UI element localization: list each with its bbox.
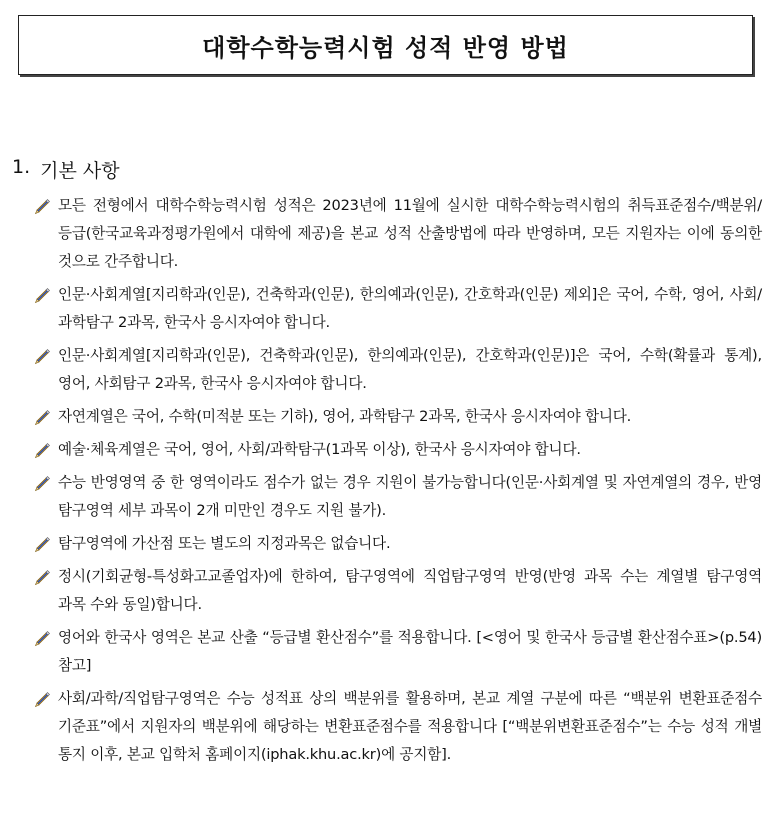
page-title: 대학수학능력시험 성적 반영 방법: [202, 33, 569, 62]
pencil-icon: [34, 624, 58, 652]
list-item: [34, 192, 762, 276]
pencil-icon: [34, 530, 58, 558]
list-item: [34, 403, 762, 431]
bullet-text: 자연계열은 국어, 수학(미적분 또는 기하), 영어, 과학탐구 2과목, 한국사 응시자여야 합니다.: [58, 408, 632, 425]
bullet-text: 탐구영역에 가산점 또는 별도의 지정과목은 없습니다.: [58, 535, 391, 552]
section-heading: [12, 156, 120, 183]
bullet-text: 수능 반영영역 중 한 영역이라도 점수가 없는 경우 지원이 불가능합니다(인문·사회계열 및 자연계열의 경우, 반영 탐구영역 세부 과목이 2개 미만인 경우도 지원 불가).: [58, 474, 762, 519]
pencil-icon: [34, 281, 58, 309]
pencil-icon: [34, 685, 58, 713]
list-item: [34, 281, 762, 337]
list-item: [34, 685, 762, 769]
bullet-text: 인문·사회계열[지리학과(인문), 건축학과(인문), 한의예과(인문), 간호학과(인문) 제외]은 국어, 수학, 영어, 사회/과학탐구 2과목, 한국사 응시자여야 합니다.: [58, 286, 762, 331]
bullet-list: [34, 192, 762, 774]
list-item: [34, 469, 762, 525]
bullet-text: 정시(기회균형-특성화고교졸업자)에 한하여, 탐구영역에 직업탐구영역 반영(반영 과목 수는 계열별 탐구영역 과목 수와 동일)합니다.: [58, 568, 762, 613]
list-item: [34, 436, 762, 464]
section-number: 1.: [12, 156, 31, 178]
list-item: [34, 624, 762, 680]
title-box: [18, 15, 753, 75]
pencil-icon: [34, 403, 58, 431]
bullet-text: 인문·사회계열[지리학과(인문), 건축학과(인문), 한의예과(인문), 간호학과(인문)]은 국어, 수학(확률과 통계), 영어, 사회탐구 2과목, 한국사 응시자여야 합니다.: [58, 347, 762, 392]
bullet-text: 사회/과학/직업탐구영역은 수능 성적표 상의 백분위를 활용하며, 본교 계열 구분에 따른 “백분위 변환표준점수 기준표”에서 지원자의 백분위에 해당하는 변환표준점수를 적용합니다 [“백분위변환표준점수”는 수능 성적 개별 통지 이후, 본교 입학처 홈페이지(iphak.khu.ac.kr)에 공지함].: [58, 690, 762, 763]
pencil-icon: [34, 563, 58, 591]
pencil-icon: [34, 342, 58, 370]
bullet-text: 영어와 한국사 영역은 본교 산출 “등급별 환산점수”를 적용합니다. [<영어 및 한국사 등급별 환산점수표>(p.54) 참고]: [58, 629, 762, 674]
pencil-icon: [34, 436, 58, 464]
list-item: [34, 342, 762, 398]
list-item: [34, 530, 762, 558]
bullet-text: 예술·체육계열은 국어, 영어, 사회/과학탐구(1과목 이상), 한국사 응시자여야 합니다.: [58, 441, 581, 458]
list-item: [34, 563, 762, 619]
pencil-icon: [34, 192, 58, 220]
pencil-icon: [34, 469, 58, 497]
bullet-text: 모든 전형에서 대학수학능력시험 성적은 2023년에 11월에 실시한 대학수학능력시험의 취득표준점수/백분위/등급(한국교육과정평가원에서 대학에 제공)을 본교 성적 산출방법에 따라 반영하며, 모든 지원자는 이에 동의한 것으로 간주합니다.: [58, 197, 762, 270]
section-label: 기본 사항: [40, 160, 120, 182]
